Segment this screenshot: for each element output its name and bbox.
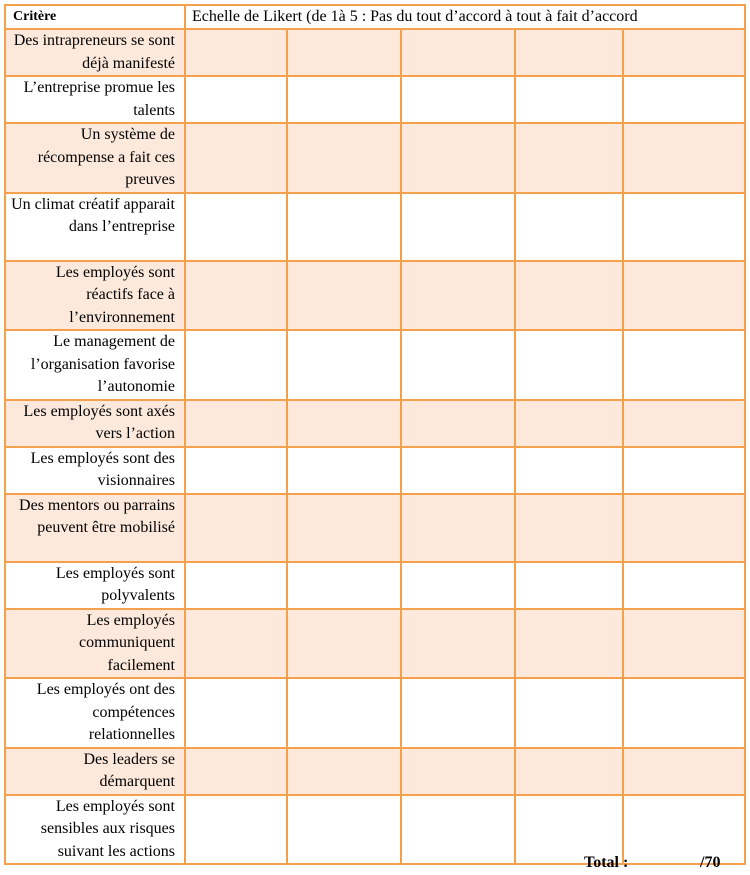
score-cell-5[interactable] — [623, 29, 745, 76]
score-cell-4[interactable] — [515, 748, 623, 795]
score-cell-4[interactable] — [515, 123, 623, 193]
score-cell-1[interactable] — [185, 400, 287, 447]
score-cell-5[interactable] — [623, 494, 745, 562]
score-cell-1[interactable] — [185, 795, 287, 865]
score-cell-3[interactable] — [401, 447, 515, 494]
table-row — [5, 748, 745, 795]
score-cell-1[interactable] — [185, 562, 287, 609]
score-cell-4[interactable] — [515, 193, 623, 261]
criterion-cell: Les employés ont des compétences relationnelles — [5, 678, 185, 748]
likert-table — [4, 4, 746, 865]
criterion-cell: Les employés sont sensibles aux risques suivant les actions — [5, 795, 185, 865]
header-row — [5, 5, 745, 29]
table-row — [5, 123, 745, 193]
score-cell-4[interactable] — [515, 609, 623, 679]
score-cell-4[interactable] — [515, 29, 623, 76]
score-cell-5[interactable] — [623, 562, 745, 609]
score-cell-5[interactable] — [623, 795, 745, 865]
score-cell-5[interactable] — [623, 609, 745, 679]
score-cell-4[interactable] — [515, 400, 623, 447]
likert-scale-header: Echelle de Likert (de 1à 5 : Pas du tout d’accord à tout à fait d’accord — [185, 5, 745, 29]
score-cell-1[interactable] — [185, 609, 287, 679]
table-row — [5, 261, 745, 331]
criterion-cell: Les employés sont réactifs face à l’environnement — [5, 261, 185, 331]
score-cell-4[interactable] — [515, 494, 623, 562]
score-cell-1[interactable] — [185, 261, 287, 331]
table-row — [5, 330, 745, 400]
criterion-cell: Les employés sont des visionnaires — [5, 447, 185, 494]
table-row — [5, 678, 745, 748]
score-cell-3[interactable] — [401, 400, 515, 447]
score-cell-3[interactable] — [401, 261, 515, 331]
score-cell-2[interactable] — [287, 494, 401, 562]
score-cell-4[interactable] — [515, 562, 623, 609]
score-cell-2[interactable] — [287, 400, 401, 447]
table-row — [5, 29, 745, 76]
criterion-cell: Les employés sont polyvalents — [5, 562, 185, 609]
score-cell-1[interactable] — [185, 678, 287, 748]
score-cell-5[interactable] — [623, 447, 745, 494]
score-cell-1[interactable] — [185, 494, 287, 562]
score-cell-4[interactable] — [515, 76, 623, 123]
score-cell-5[interactable] — [623, 330, 745, 400]
score-cell-3[interactable] — [401, 330, 515, 400]
score-cell-1[interactable] — [185, 193, 287, 261]
table-row — [5, 562, 745, 609]
score-cell-5[interactable] — [623, 76, 745, 123]
score-cell-3[interactable] — [401, 193, 515, 261]
score-cell-2[interactable] — [287, 447, 401, 494]
score-cell-2[interactable] — [287, 678, 401, 748]
table-row — [5, 447, 745, 494]
score-cell-2[interactable] — [287, 76, 401, 123]
criteria-rows — [5, 29, 745, 864]
score-cell-3[interactable] — [401, 494, 515, 562]
score-cell-2[interactable] — [287, 609, 401, 679]
score-cell-3[interactable] — [401, 76, 515, 123]
criterion-cell: Les employés sont axés vers l’action — [5, 400, 185, 447]
score-cell-3[interactable] — [401, 123, 515, 193]
score-cell-1[interactable] — [185, 29, 287, 76]
score-cell-3[interactable] — [401, 29, 515, 76]
score-cell-1[interactable] — [185, 447, 287, 494]
table-row — [5, 494, 745, 562]
table-row — [5, 193, 745, 261]
score-cell-2[interactable] — [287, 261, 401, 331]
score-cell-1[interactable] — [185, 330, 287, 400]
score-cell-2[interactable] — [287, 330, 401, 400]
score-cell-5[interactable] — [623, 748, 745, 795]
score-cell-3[interactable] — [401, 562, 515, 609]
table-row — [5, 400, 745, 447]
criterion-cell: Des intrapreneurs se sont déjà manifesté — [5, 29, 185, 76]
table-row — [5, 609, 745, 679]
score-cell-2[interactable] — [287, 193, 401, 261]
score-cell-2[interactable] — [287, 562, 401, 609]
criterion-cell: Des mentors ou parrains peuvent être mobilisé — [5, 494, 185, 562]
score-cell-2[interactable] — [287, 795, 401, 865]
table-row — [5, 76, 745, 123]
score-cell-2[interactable] — [287, 29, 401, 76]
criterion-header: Critère — [5, 5, 185, 29]
score-cell-2[interactable] — [287, 123, 401, 193]
score-cell-4[interactable] — [515, 261, 623, 331]
total-max: /70 — [700, 854, 721, 871]
score-cell-2[interactable] — [287, 748, 401, 795]
score-cell-3[interactable] — [401, 678, 515, 748]
score-cell-5[interactable] — [623, 123, 745, 193]
score-cell-1[interactable] — [185, 748, 287, 795]
score-cell-4[interactable] — [515, 678, 623, 748]
score-cell-3[interactable] — [401, 748, 515, 795]
score-cell-5[interactable] — [623, 261, 745, 331]
score-cell-5[interactable] — [623, 193, 745, 261]
criterion-cell: Des leaders se démarquent — [5, 748, 185, 795]
score-cell-1[interactable] — [185, 76, 287, 123]
score-cell-5[interactable] — [623, 678, 745, 748]
criterion-cell: Les employés communiquent facilement — [5, 609, 185, 679]
criterion-cell: L’entreprise promue les talents — [5, 76, 185, 123]
criterion-cell: Un climat créatif apparait dans l’entreprise — [5, 193, 185, 261]
table-row — [5, 795, 745, 865]
score-cell-1[interactable] — [185, 123, 287, 193]
score-cell-4[interactable] — [515, 330, 623, 400]
score-cell-4[interactable] — [515, 447, 623, 494]
criterion-cell: Un système de récompense a fait ces preuves — [5, 123, 185, 193]
score-cell-3[interactable] — [401, 795, 515, 865]
total-label: Total : — [584, 854, 629, 871]
score-cell-3[interactable] — [401, 609, 515, 679]
score-cell-5[interactable] — [623, 400, 745, 447]
criterion-cell: Le management de l’organisation favorise l’autonomie — [5, 330, 185, 400]
